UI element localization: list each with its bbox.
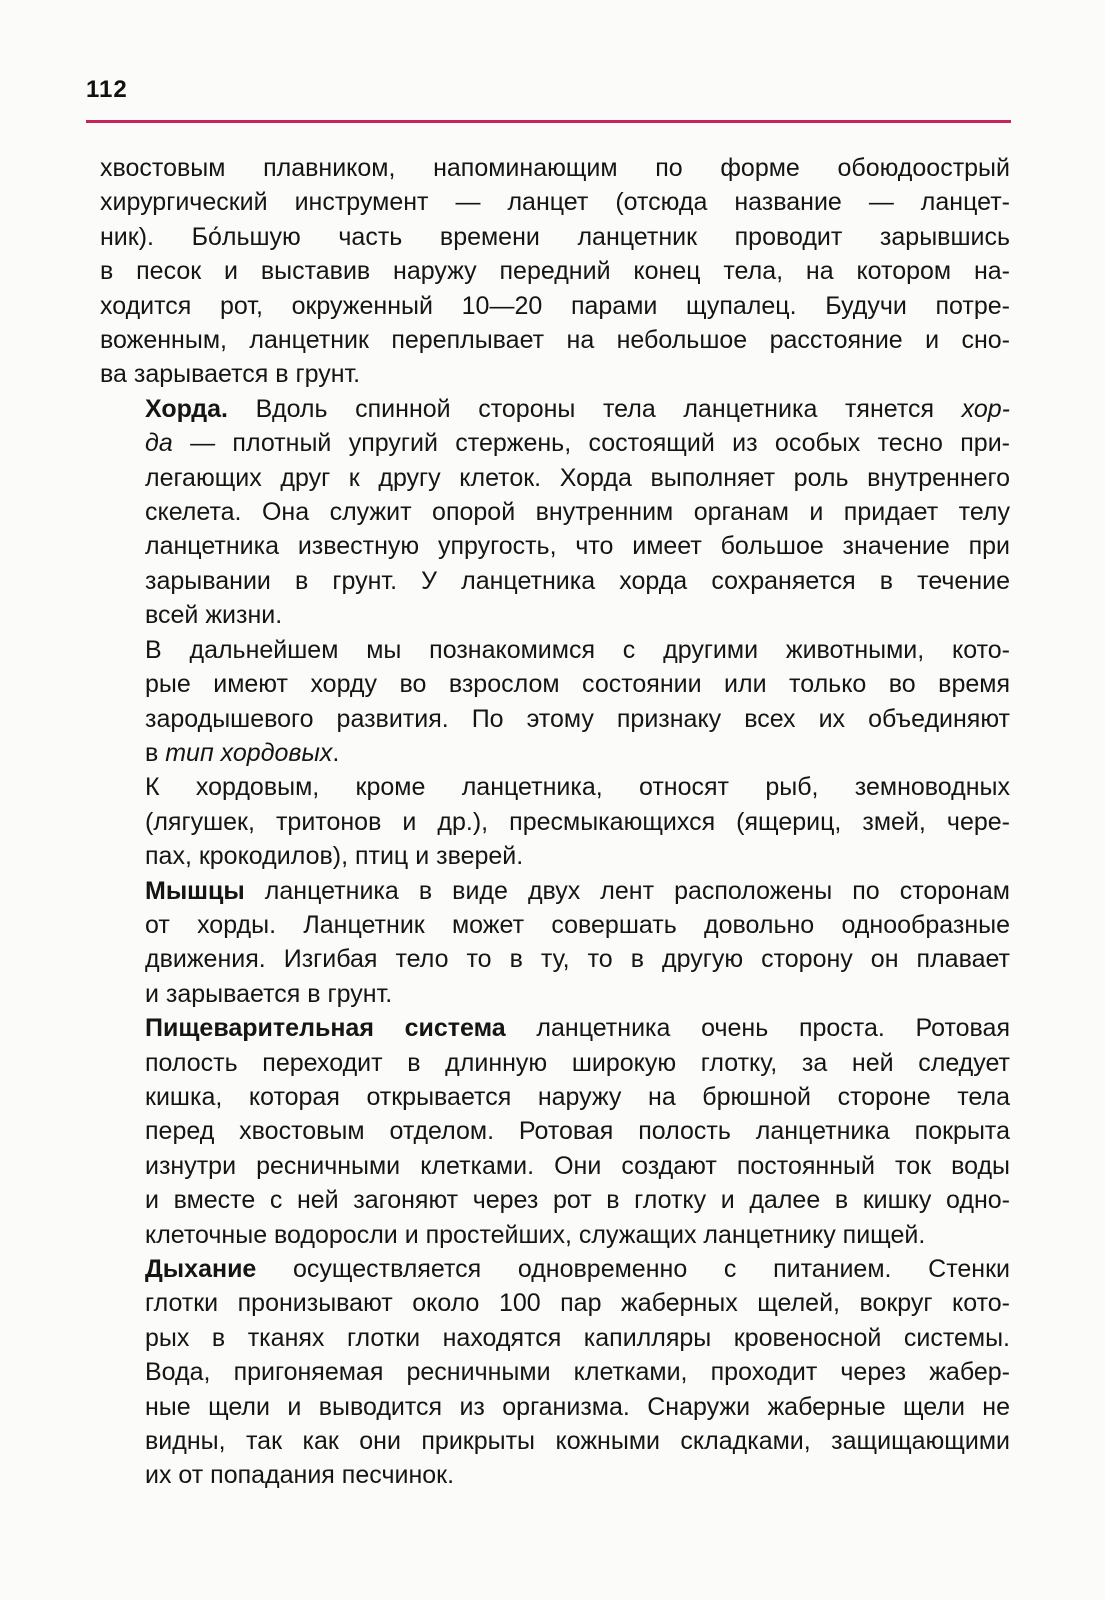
- text-line: В дальнейшем мы познакомимся с другими животными, кото-: [145, 635, 1010, 664]
- text-line: [100, 426, 1010, 460]
- text-line: их от попадания песчинок.: [145, 1461, 455, 1490]
- header-rule: [86, 120, 1011, 123]
- text-line: ходится рот, окруженный 10—20 парами щупалец. Будучи потре-: [100, 291, 1010, 320]
- text-line: ные щели и выводится из организма. Снаружи жаберные щели не: [145, 1392, 1010, 1421]
- run-in-heading-muscles: Мышцы: [145, 876, 245, 905]
- text-line: клеточные водоросли и простейших, служащих ланцетнику пищей.: [145, 1220, 926, 1249]
- text-line: движения. Изгибая тело то в ту, то в другую сторону он плавает: [145, 945, 1010, 974]
- text-line: пах, крокодилов), птиц и зверей.: [145, 842, 524, 871]
- text-line: и зарывается в грунт.: [145, 979, 393, 1008]
- paragraph-continuation: [100, 151, 1010, 392]
- text-line: К хордовым, кроме ланцетника, относят рыб, земноводных: [145, 773, 1010, 802]
- paragraph-muscles: [100, 874, 1010, 1012]
- text-run: .: [332, 738, 340, 767]
- page-number: 112: [86, 76, 128, 103]
- text-line: воженным, ланцетник переплывает на небольшое расстояние и сно-: [100, 326, 1010, 355]
- text-line: перед хвостовым отделом. Ротовая полость ланцетника покрыта: [145, 1117, 1010, 1146]
- text-line: и вместе с ней загоняют через рот в глотку и далее в кишку одно-: [145, 1186, 1010, 1215]
- text-line: [100, 1011, 1010, 1045]
- text-line: от хорды. Ланцетник может совершать довольно однообразные: [145, 910, 1010, 939]
- text-run: Вдоль спинной стороны тела ланцетника тянется: [227, 394, 962, 423]
- text-line: [100, 736, 1010, 770]
- paragraph-digestive-system: [100, 1011, 1010, 1252]
- text-line: [100, 1252, 1010, 1286]
- text-body: [100, 151, 1010, 1493]
- text-line: легающих друг к другу клеток. Хорда выполняет роль внутреннего: [145, 463, 1010, 492]
- text-line: зародышевого развития. По этому признаку всех их объединяют: [145, 704, 1010, 733]
- term-chorda: да: [145, 429, 173, 458]
- text-line: изнутри ресничными клетками. Они создают постоянный ток воды: [145, 1151, 1010, 1180]
- text-line: полость переходит в длинную широкую глотку, за ней следует: [145, 1048, 1010, 1077]
- text-line: ник). Бо́льшую часть времени ланцетник проводит зарывшись: [100, 222, 1010, 251]
- paragraph-chorda: [100, 392, 1010, 633]
- text-line: зарывании в грунт. У ланцетника хорда сохраняется в течение: [145, 566, 1010, 595]
- text-line: Вода, пригоняемая ресничными клетками, проходит через жабер-: [145, 1358, 1010, 1387]
- text-line: кишка, которая открывается наружу на брюшной стороне тела: [145, 1082, 1010, 1111]
- text-line: [100, 874, 1010, 908]
- text-line: ланцетника известную упругость, что имеет большое значение при: [145, 532, 1010, 561]
- text-line: скелета. Она служит опорой внутренним органам и придает телу: [145, 498, 1010, 527]
- text-line: в песок и выставив наружу передний конец тела, на котором на-: [100, 257, 1010, 286]
- text-line: [100, 392, 1010, 426]
- text-run: осуществляется одновременно с питанием. Стенки: [256, 1255, 1010, 1283]
- text-line: глотки пронизывают около 100 пар жаберных щелей, вокруг кото-: [145, 1289, 1010, 1318]
- text-run: — плотный упругий стержень, состоящий из особых тесно при-: [172, 429, 1010, 458]
- paragraph-respiration: [100, 1252, 1010, 1493]
- paragraph-chordates-intro: [100, 633, 1010, 771]
- text-run: ланцетника очень проста. Ротовая: [505, 1014, 1010, 1043]
- text-line: хирургический инструмент — ланцет (отсюда название — ланцет-: [100, 188, 1010, 217]
- text-line: хвостовым плавником, напоминающим по форме обоюдоострый: [100, 154, 1010, 182]
- text-line: видны, так как они прикрыты кожными складками, защищающими: [145, 1427, 1010, 1456]
- run-in-heading-chorda: Хорда.: [145, 394, 228, 423]
- text-line: рых в тканях глотки находятся капилляры кровеносной системы.: [145, 1323, 1010, 1352]
- run-in-heading-digestive: Пищеварительная система: [145, 1014, 506, 1043]
- text-line: ва зарывается в грунт.: [100, 360, 361, 389]
- text-line: всей жизни.: [145, 601, 283, 630]
- paragraph-chordate-examples: [100, 770, 1010, 873]
- text-run: в: [145, 738, 166, 767]
- text-run: ланцетника в виде двух лент расположены по сторонам: [244, 876, 1010, 905]
- run-in-heading-respiration: Дыхание: [145, 1255, 257, 1283]
- term-chordates: тип хордовых: [165, 738, 333, 767]
- text-line: рые имеют хорду во взрослом состоянии или только во время: [145, 670, 1010, 699]
- term-chorda: хор-: [961, 394, 1010, 423]
- text-line: (лягушек, тритонов и др.), пресмыкающихся (ящериц, змей, чере-: [145, 807, 1010, 836]
